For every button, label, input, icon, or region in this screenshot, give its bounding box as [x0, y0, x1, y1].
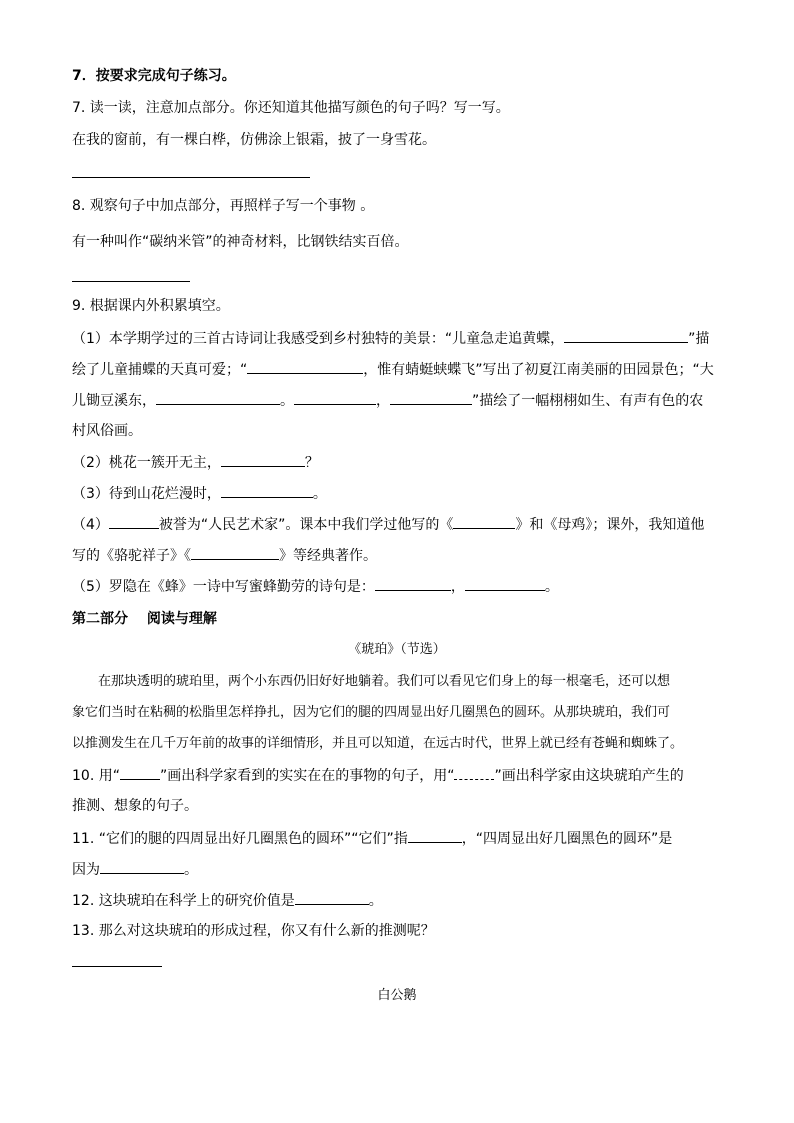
q11-blank-2[interactable] [100, 859, 184, 874]
q10-text-a: 10. 用“ [72, 768, 120, 784]
q10-text-c: ”画出科学家由这块琥珀产生的 [494, 768, 684, 784]
q10-blank-1 [120, 765, 160, 780]
q9-p4-text-b: 被誉为“人民艺术家”。课本中我们学过他写的《 [158, 517, 454, 533]
q9-p1-blank-2[interactable] [247, 359, 363, 374]
q9-p4-line2 [72, 545, 377, 566]
q10-line2: 推测、想象的句子。 [72, 798, 198, 814]
q9-p2 [72, 452, 319, 473]
q9-p4-text-c: 》和《母鸡》；课外，我知道他 [515, 517, 705, 533]
q9-p1-text-e: 儿锄豆溪东， [72, 393, 156, 409]
q9-p4-text-a: （4） [72, 517, 109, 533]
q9-p4-blank-2[interactable] [453, 514, 515, 529]
q8-answer-line[interactable] [72, 281, 190, 282]
q8-prompt: 8. 观察句子中加点部分，再照样子写一个事物 。 [72, 198, 375, 214]
q9-p1-line1 [72, 328, 709, 349]
q9-p2-blank[interactable] [221, 452, 305, 467]
q10-text-b: ”画出科学家看到的实实在在的事物的句子，用“ [159, 768, 455, 784]
q9-p4-text-d: 写的《骆驼祥子》《 [72, 548, 191, 564]
q7-prompt: 7. 读一读，注意加点部分。你还知道其他描写颜色的句子吗？写一写。 [72, 100, 510, 116]
q9-p1-blank-4[interactable] [294, 390, 376, 405]
q9-p4-line1 [72, 514, 704, 535]
q8-example: 有一种叫作“碳纳米管”的神奇材料，比钢铁结实百倍。 [72, 234, 409, 250]
q12 [72, 890, 383, 911]
q9-p5-text-b: ， [450, 579, 465, 595]
q9-p1-line4: 村风俗画。 [72, 423, 142, 439]
q7-answer-line[interactable] [72, 177, 310, 178]
passage-title: 《琥珀》（节选） [348, 642, 446, 657]
next-passage-title: 白公鹅 [377, 988, 417, 1003]
q9-p5 [72, 576, 559, 597]
q9-p1-text-b: ”描 [688, 331, 710, 347]
q12-blank[interactable] [295, 890, 369, 905]
section7-heading: 7．按要求完成句子练习。 [72, 68, 236, 84]
q7-example: 在我的窗前，有一棵白桦，仿佛涂上银霜，披了一身雪花。 [72, 132, 436, 148]
q9-p2-text-a: （2）桃花一簇开无主， [72, 455, 221, 471]
passage-line-1: 在那块透明的琥珀里，两个小东西仍旧好好地躺着。我们可以看见它们身上的每一根毫毛，还可以想 [72, 674, 671, 689]
q9-p5-blank-2[interactable] [465, 576, 545, 591]
q9-p1-line3 [72, 390, 703, 411]
q11-text-c: 因为 [72, 862, 100, 878]
q10-line1 [72, 765, 684, 786]
q9-prompt: 9. 根据课内外积累填空。 [72, 298, 230, 314]
q9-p1-text-a: （1）本学期学过的三首古诗词让我感受到乡村独特的美景：“儿童急走追黄蝶， [72, 331, 565, 347]
q9-p4-blank-3[interactable] [191, 545, 279, 560]
q11-line1 [72, 828, 672, 849]
q9-p5-blank-1[interactable] [375, 576, 451, 591]
q9-p1-text-f: 。 [280, 393, 294, 409]
part2-heading: 第二部分 阅读与理解 [72, 611, 217, 627]
q9-p2-text-b: ？ [304, 455, 319, 471]
q9-p1-blank-1[interactable] [564, 328, 688, 343]
q9-p5-text-c: 。 [544, 579, 559, 595]
q10-blank-2 [454, 765, 494, 780]
q9-p3-text-a: （3）待到山花烂漫时， [72, 486, 221, 502]
passage-line-3: 以推测发生在几千万年前的故事的详细情形，并且可以知道，在远古时代，世界上就已经有苍蝇和蜘蛛了。 [72, 736, 684, 751]
q13-answer-line[interactable] [72, 966, 162, 967]
q9-p1-blank-5[interactable] [390, 390, 472, 405]
q9-p4-text-e: 》等经典著作。 [279, 548, 377, 564]
q9-p5-text-a: （5）罗隐在《蜂》一诗中写蜜蜂勤劳的诗句是： [72, 579, 375, 595]
q11-text-a: 11. “它们的腿的四周显出好几圈黑色的圆环”“它们”指 [72, 831, 408, 847]
q9-p3-blank[interactable] [221, 483, 313, 498]
q11-blank-1[interactable] [408, 828, 462, 843]
q9-p3-text-b: 。 [312, 486, 327, 502]
q9-p1-text-g: ， [376, 393, 390, 409]
q9-p1-text-h: ”描绘了一幅栩栩如生、有声有色的农 [472, 393, 704, 409]
q9-p1-text-d: ，惟有蜻蜓蛱蝶飞”写出了初夏江南美丽的田园景色；“大 [363, 362, 714, 378]
q12-text-a: 12. 这块琥珀在科学上的研究价值是 [72, 893, 295, 909]
q13-prompt: 13. 那么对这块琥珀的形成过程，你又有什么新的推测呢？ [72, 923, 435, 939]
q11-line2 [72, 859, 198, 880]
q9-p1-blank-3[interactable] [156, 390, 280, 405]
q9-p4-blank-1[interactable] [109, 514, 159, 529]
q12-text-b: 。 [368, 893, 383, 909]
q11-text-b: ，“四周显出好几圈黑色的圆环”是 [461, 831, 673, 847]
passage-line-2: 象它们当时在粘稠的松脂里怎样挣扎，因为它们的腿的四周显出好几圈黑色的圆环。从那块琥珀，我们可 [72, 705, 671, 720]
q9-p3 [72, 483, 327, 504]
q9-p1-text-c: 绘了儿童捕蝶的天真可爱；“ [72, 362, 248, 378]
q11-text-d: 。 [184, 862, 198, 878]
q9-p1-line2 [72, 359, 714, 380]
